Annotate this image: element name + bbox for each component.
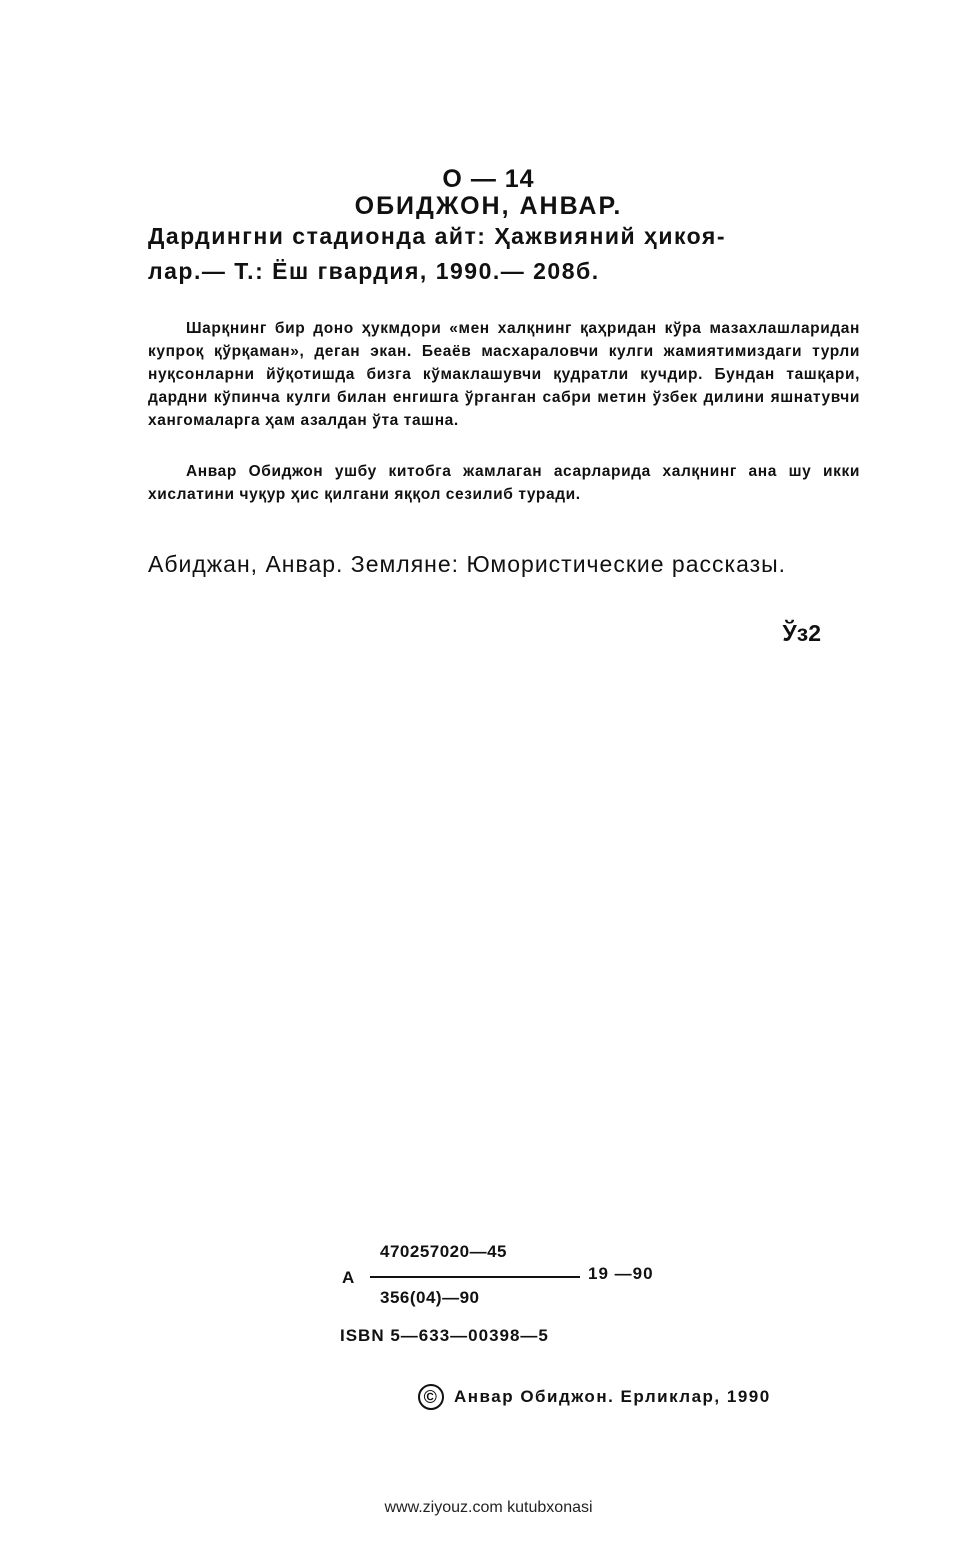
catalog-denominator: 356(04)—90	[380, 1288, 480, 1307]
copyright-icon: ©	[418, 1384, 444, 1410]
catalog-year: 19 —90	[588, 1264, 654, 1283]
copyright-text: Анвар Обиджон. Ерликлар, 1990	[454, 1387, 771, 1406]
fraction-line	[370, 1276, 580, 1278]
udk-code: Ўз2	[782, 620, 821, 646]
annotation-paragraph-2: Анвар Обиджон ушбу китобга жамлаган асарларида халқнинг ана шу икки хислатини чуқур ҳис қилгани яққол сезилиб туради.	[148, 463, 860, 503]
isbn: ISBN 5—633—00398—5	[340, 1326, 549, 1345]
title-line-2: лар.— Т.: Ёш гвардия, 1990.— 208б.	[148, 258, 600, 284]
copyright-line	[418, 1384, 771, 1410]
title-line-1: Дардингни стадионда айт: Ҳажвияний ҳикоя-	[148, 223, 727, 249]
catalog-letter: А	[342, 1268, 355, 1287]
footer-url[interactable]: www.ziyouz.com kutubxonasi	[384, 1499, 593, 1516]
author-heading: ОБИДЖОН, АНВАР.	[354, 192, 623, 220]
annotation-paragraph-1: Шарқнинг бир доно ҳукмдори «мен халқнинг қаҳридан кўра мазахлашларидан купроқ қўрқаман», деган экан. Беаёв масхараловчи кулги жамиятимиздаги турли нуқсонларни йўқотишда бизга кўмаклашувчи қудратли кучдир. Бундан ташқари, дардни кўпинча кулги билан енгишга ўрганган сабри метин ўзбек дилини яшнатувчи хангомаларга ҳам азалдан ўта ташна.	[148, 320, 860, 429]
catalog-numerator: 470257020—45	[380, 1242, 508, 1261]
catalog-index: О — 14	[442, 165, 535, 193]
russian-title: Абиджан, Анвар. Земляне: Юмористические рассказы.	[148, 551, 787, 577]
